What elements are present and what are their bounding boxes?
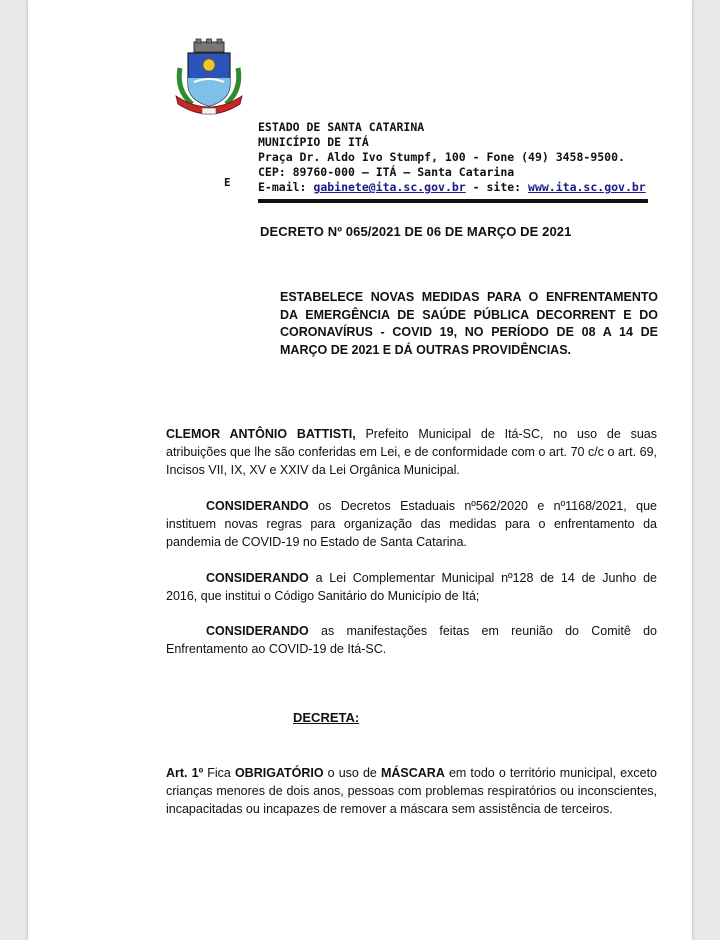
consideration-3 (166, 622, 657, 658)
cep-line: CEP: 89760-000 – ITÁ – Santa Catarina (258, 165, 515, 179)
state-name: ESTADO DE SANTA CATARINA (258, 120, 425, 134)
mayor-name: CLEMOR ANTÔNIO BATTISTI, (166, 427, 356, 441)
article-1 (166, 764, 657, 818)
document-page (28, 0, 692, 940)
preamble-text: Prefeito Municipal de Itá-SC, no uso de suas atribuições que lhe são conferidas em Lei, e de conformidade com o art. 70 c/c o art. 69, Incisos VII, IX, XV e XXIV da Lei Orgânica Municipal. (166, 427, 657, 477)
decree-title: DECRETO Nº 065/2021 DE 06 DE MARÇO DE 2021 (260, 224, 572, 239)
side-letter: E (224, 176, 231, 189)
municipality-name: MUNICÍPIO DE ITÁ (258, 135, 369, 149)
article-text: em todo o território municipal, exceto crianças menores de dois anos, pessoas com problemas respiratórios ou inconscientes, incapacitadas ou incapazes de remover a máscara sem assistência de terceiros. (166, 766, 657, 816)
consideration-text: a Lei Complementar Municipal nº128 de 14 de Junho de 2016, que institui o Código Sanitário do Município de Itá; (166, 571, 657, 603)
consideration-2 (166, 569, 657, 605)
address-line: Praça Dr. Aldo Ivo Stumpf, 100 - Fone (49) 3458-9500. (258, 150, 625, 164)
email-link[interactable]: gabinete@ita.sc.gov.br (313, 180, 466, 194)
consideration-keyword: CONSIDERANDO (206, 571, 309, 585)
contact-line (258, 180, 646, 195)
article-emphasis: MÁSCARA (380, 766, 445, 780)
email-label: E-mail: (258, 180, 314, 194)
site-link[interactable]: www.ita.sc.gov.br (528, 180, 646, 194)
decree-summary: ESTABELECE NOVAS MEDIDAS PARA O ENFRENTAMENTO DA EMERGÊNCIA DE SAÚDE PÚBLICA DECORRENT E DO CORONAVÍRUS - COVID 19, NO PERÍODO DE 08 A 14 DE MARÇO DE 2021 E DÁ OUTRAS PROVIDÊNCIAS. (280, 290, 658, 357)
article-text: Fica (203, 766, 235, 780)
consideration-keyword: CONSIDERANDO (206, 499, 309, 513)
article-label: Art. 1º (166, 766, 204, 780)
preamble-paragraph (166, 425, 657, 479)
letterhead (258, 120, 646, 195)
decreta-heading: DECRETA: (293, 710, 360, 725)
site-label: - site: (465, 180, 529, 194)
article-emphasis: OBRIGATÓRIO (234, 766, 324, 780)
header-divider (258, 199, 648, 203)
consideration-text: as manifestações feitas em reunião do Comitê do Enfrentamento ao COVID-19 de Itá-SC. (166, 624, 657, 656)
municipal-coat-of-arms-icon (170, 38, 248, 116)
consideration-1 (166, 497, 657, 551)
consideration-keyword: CONSIDERANDO (206, 624, 309, 638)
article-text: o uso de (323, 766, 381, 780)
consideration-text: os Decretos Estaduais nº562/2020 e nº1168/2021, que instituem novas regras para organização das medidas para o enfrentamento da pandemia de COVID-19 no Estado de Santa Catarina. (166, 499, 657, 549)
